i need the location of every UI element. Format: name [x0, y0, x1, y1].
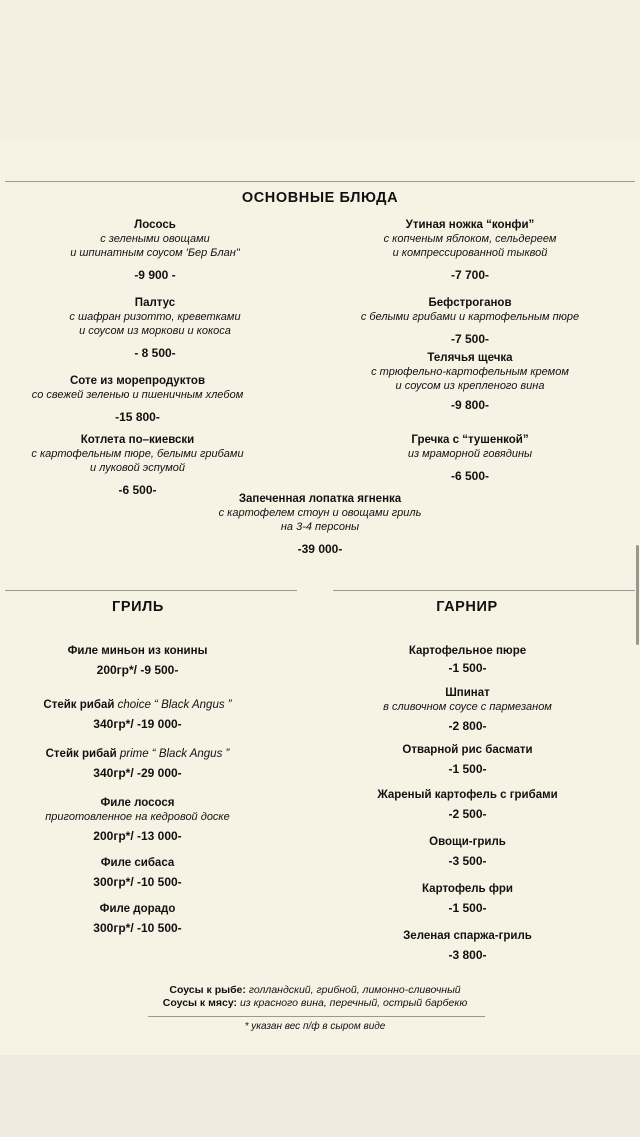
grill-item	[10, 698, 265, 731]
garnish-item-price: -3 800-	[448, 948, 487, 962]
dish-name: Утиная ножка “конфи”	[405, 219, 535, 231]
dish-duck-confit	[330, 218, 610, 282]
dish-desc: и компрессированной тыквой	[392, 247, 548, 259]
dish-desc: с белыми грибами и картофельным пюре	[360, 311, 580, 323]
dish-desc: со свежей зеленью и пшеничным хлебом	[31, 389, 244, 401]
sauces-meat: Соусы к мясу: из красного вина, перечный, острый барбекю	[162, 997, 468, 1009]
garnish-item-name: Картофельное пюре	[408, 645, 527, 657]
sauces-fish: Соусы к рыбе: голландский, грибной, лимонно-сливочный	[169, 984, 461, 996]
divider-garnish	[333, 590, 635, 591]
bottom-band	[0, 1055, 640, 1137]
grill-item	[10, 856, 265, 889]
dish-desc: на 3-4 персоны	[280, 521, 360, 533]
grill-item-name: Стейк рибай prime “ Black Angus ”	[45, 748, 230, 760]
divider-bottom	[148, 1016, 485, 1017]
dish-chicken-kiev	[5, 433, 270, 497]
dish-name: Бефстроганов	[428, 297, 512, 309]
top-band	[0, 0, 640, 140]
dish-price: -9 900 -	[134, 268, 176, 282]
grill-item-price: 340гр*/ -19 000-	[93, 717, 182, 731]
dish-name: Гречка с “тушенкой”	[411, 434, 529, 446]
garnish-item	[335, 644, 600, 675]
garnish-item-name: Шпинат	[445, 687, 490, 699]
scrollbar[interactable]	[636, 545, 639, 645]
dish-name: Котлета по–киевски	[80, 434, 195, 446]
dish-desc: и соусом из моркови и кокоса	[79, 325, 231, 337]
dish-desc: с трюфельно-картофельным кремом	[371, 366, 569, 378]
grill-item-name: Филе лосося	[100, 797, 175, 809]
dish-buckwheat	[330, 433, 610, 483]
garnish-item-price: -1 500-	[448, 762, 487, 776]
dish-desc: с зелеными овощами	[100, 233, 210, 245]
dish-desc: с картофельным пюре, белыми грибами	[31, 448, 244, 460]
dish-name: Соте из морепродуктов	[69, 375, 206, 387]
grill-item-price: 200гр*/ -9 500-	[96, 663, 179, 677]
dish-price: -6 500-	[450, 469, 490, 483]
section-title-main: ОСНОВНЫЕ БЛЮДА	[241, 190, 399, 206]
garnish-item	[335, 835, 600, 868]
weight-note: * указан вес п/ф в сыром виде	[244, 1021, 386, 1032]
dish-name: Телячья щечка	[427, 352, 513, 364]
section-title-garnish: ГАРНИР	[436, 599, 498, 615]
dish-name: Палтус	[134, 297, 176, 309]
section-title-grill: ГРИЛЬ	[112, 599, 164, 615]
garnish-item-name: Отварной рис басмати	[402, 744, 533, 756]
garnish-item-price: -3 500-	[448, 854, 487, 868]
grill-item	[10, 902, 265, 935]
grill-item-price: 300гр*/ -10 500-	[93, 921, 182, 935]
grill-item-name: Филе дорадо	[99, 903, 176, 915]
dish-desc: с копченым яблоком, сельдереем	[383, 233, 557, 245]
garnish-item-price: -1 500-	[448, 901, 487, 915]
garnish-item-desc: в сливочном соусе с пармезаном	[383, 701, 552, 713]
dish-desc: и соусом из крепленого вина	[395, 380, 545, 392]
grill-item-name: Стейк рибай choice “ Black Angus ”	[43, 699, 232, 711]
dish-price: -7 700-	[450, 268, 490, 282]
grill-item-price: 300гр*/ -10 500-	[93, 875, 182, 889]
grill-item-name: Филе миньон из конины	[67, 645, 208, 657]
dish-desc: и шпинатным соусом 'Бер Блан"	[70, 247, 240, 259]
sauces-block	[140, 984, 490, 1010]
garnish-item	[335, 882, 600, 915]
grill-item-price: 200гр*/ -13 000-	[93, 829, 182, 843]
dish-price: -7 500-	[450, 332, 490, 346]
garnish-item-name: Зеленая спаржа-гриль	[403, 930, 532, 942]
dish-seafood-saute	[5, 374, 270, 424]
divider-grill	[5, 590, 297, 591]
dish-desc: с шафран ризотто, креветками	[69, 311, 241, 323]
dish-veal-cheek	[330, 351, 610, 412]
dish-stroganoff	[330, 296, 610, 346]
dish-price: - 8 500-	[134, 346, 176, 360]
dish-price: -6 500-	[118, 483, 157, 497]
garnish-item	[335, 788, 600, 821]
dish-desc: из мраморной говядины	[407, 448, 533, 460]
garnish-item	[335, 929, 600, 962]
garnish-item-name: Овощи-гриль	[429, 836, 506, 848]
dish-salmon	[5, 218, 305, 282]
dish-price: -9 800-	[450, 398, 490, 412]
dish-price: -39 000-	[297, 542, 343, 556]
dish-desc: и луковой эспумой	[89, 462, 186, 474]
dish-halibut	[5, 296, 305, 360]
grill-item	[10, 796, 265, 843]
dish-name: Запеченная лопатка ягненка	[238, 493, 402, 505]
grill-item-name: Филе сибаса	[100, 857, 175, 869]
dish-price: -15 800-	[115, 410, 160, 424]
garnish-item	[335, 686, 600, 733]
garnish-item-price: -1 500-	[448, 661, 487, 675]
divider-top	[5, 181, 635, 182]
dish-desc: с картофелем стоун и овощами гриль	[218, 507, 422, 519]
garnish-item-price: -2 800-	[448, 719, 487, 733]
dish-name: Лосось	[134, 219, 176, 231]
grill-item	[10, 644, 265, 677]
grill-item	[10, 747, 265, 780]
grill-item-price: 340гр*/ -29 000-	[93, 766, 182, 780]
garnish-item-name: Картофель фри	[422, 883, 513, 895]
garnish-item-price: -2 500-	[448, 807, 487, 821]
grill-item-desc: приготовленное на кедровой доске	[45, 811, 230, 823]
garnish-item-name: Жареный картофель с грибами	[377, 789, 558, 801]
garnish-item	[335, 743, 600, 776]
dish-lamb-shoulder	[170, 492, 470, 556]
